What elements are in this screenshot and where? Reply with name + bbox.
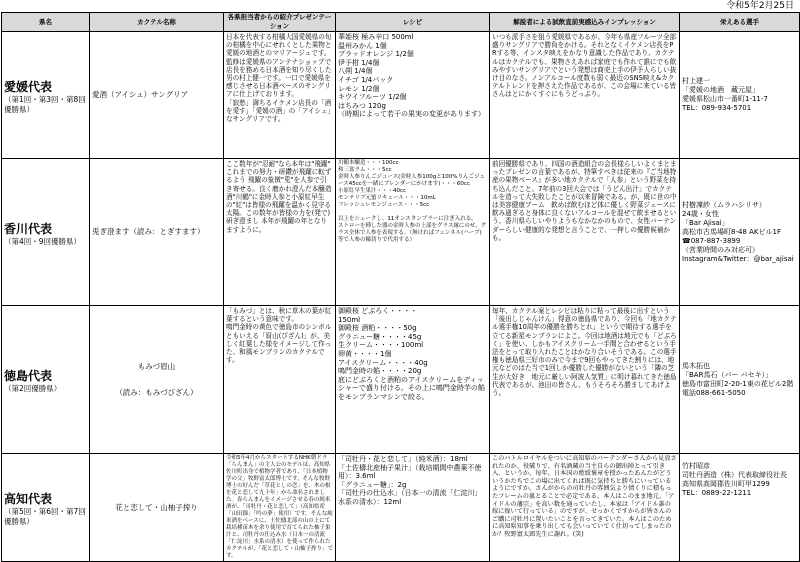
table-row-ehime [2,32,800,159]
region-name: 愛媛代表 [4,79,53,94]
review-text: いつも派手さを狙う愛媛県であるが、今年も県産フルーツ全部盛りサングリアで勝負をかける。それとなくイケメン店長をPRする等、インスタ映えをかなり意識した作品であり、カクテルはカクテルでも、果物さえあれば家庭でも作れて誰にでも飲みやすいサングリアでという発想は商売上手の伊予人らしい抜け目のなさ。ノンアルコール度数も弱く最近のSNS映え&カクテルトレンドを押さえた作品であるが、この会場に来ている皆さんはとにかくすぐにもうどっぷり。 [490,32,680,159]
cocktail-reading: （読み：もみづびざん） [115,387,198,397]
presentation-text: 「もみづ」とは、秋に草木の葉が紅葉するという意味です。 鳴門金時の黄色で徳島市のシンボルともいえる「眉山(びざん)」が、美しく紅葉した様をイメージして作った、和風モンブランのカクテルです。 [224,306,336,454]
cocktail-name: 花と恋して・山柚子搾り [90,454,224,562]
recipe-text: 華姫桜 極み辛口 500ml 温州みかん 1個 ブラッドオレンジ 1/2個 伊予柑 1/4個 八朔 1/4個 イチゴ 1/4パック レモン 1/2個 キウイフルーツ 1/2個 はちみつ 120g （時期によって若干の果実の変更があります） [336,32,490,159]
header-region: 県名 [2,13,90,32]
bartender-info: 竹村昭彦 司牡丹酒造（株）代表取締役社長 高知県高岡郡佐川町甲1299 TEL：0889-22-1211 [680,454,800,562]
region-cell [2,32,90,159]
table-row-kagawa [2,159,800,306]
review-text: 前回優勝県であり、四国の酒造組合の会長様らしいよくまとまったプレゼンの言葉であるが、特筆すべきは従来の『ご当地特産の果物ベース』が多い地カクテルで「人参」という野菜を持ち込んだこと。7年前の3回大会では「うどん出汁」でカクテルを造って大失敗したことが以来冒険である。が、既に世の中は美容健康ブーム 飲めば飲むほど体に優しく野菜ジュースに飲み過ぎると身体に良くないアルコールを混ぜて飲ませるという、香川県らしいやりようもなかなかのもので、女性バーテンダーらしい健康的な発想と言うことで、一押しの優勝候補かも。 [490,159,680,306]
region-name: 徳島代表 [4,369,53,383]
header-bartender: 栄えある選手 [680,13,800,32]
table-row-tokushima [2,306,800,454]
bartender-info: 村樹凜紗（ムラハシリサ） 24歳・女性 「Bar Ajisai」 高松市古馬場町8-48 AKビル1F ☎087-887-3899 （営業時間のみ対応可） Instagram&Twitter：@bar_ajisai [680,159,800,306]
recipe-text: 「司牡丹・花と恋して」（純米酒）：18ml 「土佐檮北産柚子果汁」（栽培期間中農薬不使用）：3.6ml 「グラニュー糖」：2g 「司牡丹の仕込水」（日本一の清流「仁淀川」水系の清水）：12ml [336,454,490,562]
document-date: 令和5年2月25日 [726,1,794,11]
header-cocktail: カクテル名称 [90,13,224,32]
header-presentation: 各県担当者からの紹介プレゼンテーション [224,13,336,32]
header-row [2,13,800,32]
review-text: このバトルロイヤルをついに高知県のバーテンダーさんから見放されたのか、役破りで、有名酒蔵の当主自らの御出陣とって引き入、というか、毎年、日本国の藍綬褒章を授かったあんたがどういうかたちでこの場に出てくれば既に気持ちと勝ちにいっているようにですか。さんがからの司牡丹の雰囲気より情くりに積もったフレームの嵐とることで必定である。本人はこのまま地元、「アイドルの藩宗」を高い数を通っていたし、本家は「アイドル誰の嫁に嫁いて行っている」のですが、せっかくですからが皆さんのご購に司牡丹に置いたいことを言ってきていた。本人はこのために高知県知事を乗り出しても会いっていてく仕切ってしまったのか？牧野富太郎先生に謝れ。(笑) [490,454,680,562]
cocktail-name: 兎ぎ澄ます（読み：とぎすます） [90,159,224,306]
region-name: 高知代表 [4,492,53,506]
region-cell [2,306,90,454]
bartender-info: 村上建一 「愛媛の地酒 蔵元屋」 愛媛県松山市一番町1-11-7 TEL：089-934-5701 [680,32,800,159]
recipe-text: 川鶴本醸造・・・100cc 和三盆ラム・・・5cc 金時人参りんごジュース(金時人参100gと100%りんごジュース45ccを一緒にブレンダーにかけます)・・・60cc 小原紅早生果汁・・・40cc モンテリブ元蜜リキュール・・・10mL フレッシュレモンジュース・・・5cc 以上をシェークし、11オンスタンブラーに注ぎ入れる。 ストローを挿した器の金時人参の上部をグラス縁にのせ、グラス全体で人参を表現する。（無ければフェンネル(ハーブ)等で人参の輪切りで代用する） [336,159,490,306]
cocktail-name: もみづ眉山 [137,361,176,371]
cocktail-name-cell [90,306,224,454]
region-name: 香川代表 [4,221,53,236]
header-review: 解説者による試飲直前実感込みインプレッション [490,13,680,32]
region-subtitle: （第1回・第3回・第8回優勝県） [4,94,86,114]
header-recipe: レシピ [336,13,490,32]
region-subtitle: （第4回・9回優勝県） [4,236,82,246]
bartender-info: 馬木拓也 「BAR馬石（バー バセキ）」 徳島市富田町2-20-1東の花ビル2階 電話088-661-5050 [680,306,800,454]
review-text: 毎年、カクテル案とレシピは粘りに粘って最後に出すという「後出しじゃんけん」得意の徳島県であり、今回も「地カクテル選手権10周年の優勝を勝ちとれ」というで期待する選手を立てる新星モンブランによこ。今回は地酒は地元でも「どぶろく」を使い、しかもアイスクリーム一手間と合わせるという手法をとって取り入れたことはかなり合いそうである。この選手権も徳島県三好市のみで今まで9回もやってきた割りには、地元などのはた当で1回しか優勝した優勝がないという「隣の芝生が大好き 地元に厳しい阿波人気質」に明け暮れてきた徳島代表であるが、池田の皆さん、もうそろそろ勝ましてあげよう。 [490,306,680,454]
region-cell [2,454,90,562]
presentation-text: ここ数年が"忍耐"なら本年は"飛躍" これまでの努力・研鑽が飛躍に転ずるよう 飛躍の象徴"兎"を人参で引き寄せる。良く磨かれ澄んだ本醸造酒"川鶴"に金時人参と小原紅早生の"紅"は皆様の飛躍を温かく見守る太陽。この数年が皆様の力を(発で)研ぎ澄まし 本年が飛躍の年となりますように。 [224,159,336,306]
recipe-text: 御殿桜 どぶろく・・・・ 150ml 御殿桜 酒粕・・・・50g グラニュー糖・・・・45g 生クリーム・・・・100ml 卵黄・・・・1個 アイスクリーム・・・・40g 鳴門金時の餡・・・・20g 底にどぶろくと酒粕のアイスクリームをディッシャーで盛り付ける。その上に鳴門金時芋の餡をモンブランマシンで絞る。 [336,306,490,454]
region-subtitle: （第2回優勝県） [4,384,62,393]
region-cell [2,159,90,306]
table-row-kochi [2,454,800,562]
cocktail-name: 愛酒（アイシュ）サングリア [90,32,224,159]
region-subtitle: （第5回・第6回・第7回優勝県） [4,507,86,526]
presentation-text: 令和5年4月からスタートするNHK朝ドラ「らんまん」の主人公のモデルは、高知県佐川町出身で植物学者であり、「日本植物学の父」牧野富太郎博士です。そんな牧野博士の好んだ「草花としの恋」を、木の根を花と恋して九十年」から命名されました。春らんまんをイメージさせる春の純米酒が、「司牡丹・花と恋して」（高知県産「山田錦」「吟の夢」使用）です。そんな純米酒をベースに、土佐檮北部の山の上にて栽培種苗木を余り使用で育てられた柚子果汁と、司牡丹の仕込み水（日本一の清流「仁淀川」水系の清水）を使って作られたカクテルが、「花と恋して・山柚子搾り」です。 [224,454,336,562]
cocktail-competition-table [1,12,800,562]
presentation-text: 日本を代表する柑橘大国愛媛県の旬の柑橘を中心にせれくとした果物と愛媛の地酒とのマリアージュです。 監修は愛媛県のアンテナショップで店長を務める日本酒を知り尽くした男の村上健一です。一口で愛媛県を感じさせる日本酒ベースのサングリアに仕上げております。 「寂愁」満ちるイケメン店長の「酒を愛す」「愛媛の酒」の「アイシュ」なサングリアです。 [224,32,336,159]
